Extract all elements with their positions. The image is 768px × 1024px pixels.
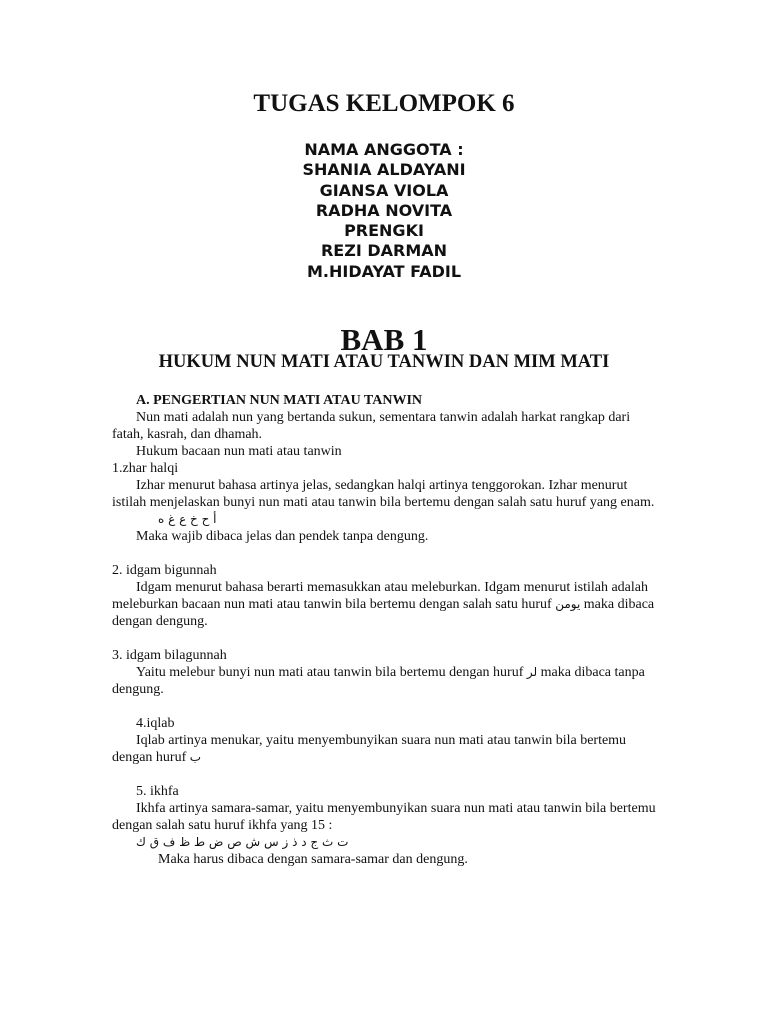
arabic-letters: ت ث ج د ذ ز س ش ص ض ط ظ ف ق ك [136,835,349,849]
spacer [112,630,660,647]
paragraph-idgam-bilagunnah [112,664,660,698]
paragraph-definition: Nun mati adalah nun yang bertanda sukun, sementara tanwin adalah harkat rangkap dari fatah, kasrah, dan dhamah. [112,410,631,442]
text-span: maka dibaca tanpa dengung. [112,665,645,697]
member-list [0,140,768,282]
arabic-letters: يومن [555,597,581,611]
text-span: maka dibaca dengan dengung. [112,597,655,629]
text-span: Iqlab artinya menukar, yaitu menyembunyikan suara nun mati atau tanwin bila bertemu dengan huruf [112,733,627,765]
paragraph-izhar: Izhar menurut bahasa artinya jelas, sedangkan halqi artinya tenggorokan. Izhar menurut istilah menjelaskan bunyi nun mati atau tanwin bila bertemu dengan salah satu huruf yang enam. [112,478,655,510]
spacer [112,545,660,562]
subheading-idgam-bigunnah: 2. idgam bigunnah [112,563,217,578]
member-name: PRENGKI [344,221,424,241]
chapter-number: BAB 1 [340,322,428,357]
subheading-ikhfa: 5. ikhfa [136,784,179,799]
chapter-title: HUKUM NUN MATI ATAU TANWIN DAN MIM MATI [158,352,610,372]
subheading-izhar: 1.zhar halqi [112,461,179,476]
paragraph-iqlab [112,732,660,766]
member-name: GIANSA VIOLA [319,180,449,200]
text-span: Idgam menurut bahasa berarti memasukkan atau meleburkan. Idgam menurut istilah adalah meleburkan bacaan nun mati atau tanwin bila bertemu dengan salah satu huruf [112,580,648,612]
member-name: M.HIDAYAT FADIL [306,261,462,281]
member-name: RADHA NOVITA [315,200,453,220]
arabic-letters-ikhfa [112,834,660,851]
document-title: TUGAS KELOMPOK 6 [253,90,515,117]
arabic-letters: ب [189,750,202,764]
member-name: SHANIA ALDAYANI [302,160,466,180]
paragraph-rules-intro: Hukum bacaan nun mati atau tanwin [136,444,342,459]
section-heading: A. PENGERTIAN NUN MATI ATAU TANWIN [136,393,423,408]
paragraph-idgam-bigunnah [112,579,660,630]
spacer [112,766,660,783]
subheading-idgam-bilagunnah: 3. idgam bilagunnah [112,648,227,663]
spacer [112,698,660,715]
document-body [112,392,660,868]
member-list-label: NAMA ANGGOTA : [304,140,464,159]
paragraph-ikhfa: Ikhfa artinya samara-samar, yaitu menyembunyikan suara nun mati atau tanwin bila bertemu dengan salah satu huruf ikhfa yang 15 : [112,801,656,833]
member-name: REZI DARMAN [320,241,448,261]
paragraph-ikhfa-note: Maka harus dibaca dengan samara-samar dan dengung. [158,852,468,867]
arabic-letters: لر [526,665,538,679]
subheading-iqlab: 4.iqlab [136,716,175,731]
arabic-letters: أ ح خ ع غ ه [158,512,217,526]
text-span: Yaitu melebur bunyi nun mati atau tanwin bila bertemu dengan huruf [136,665,527,680]
arabic-letters-izhar [112,511,660,528]
paragraph-izhar-note: Maka wajib dibaca jelas dan pendek tanpa dengung. [136,529,429,544]
